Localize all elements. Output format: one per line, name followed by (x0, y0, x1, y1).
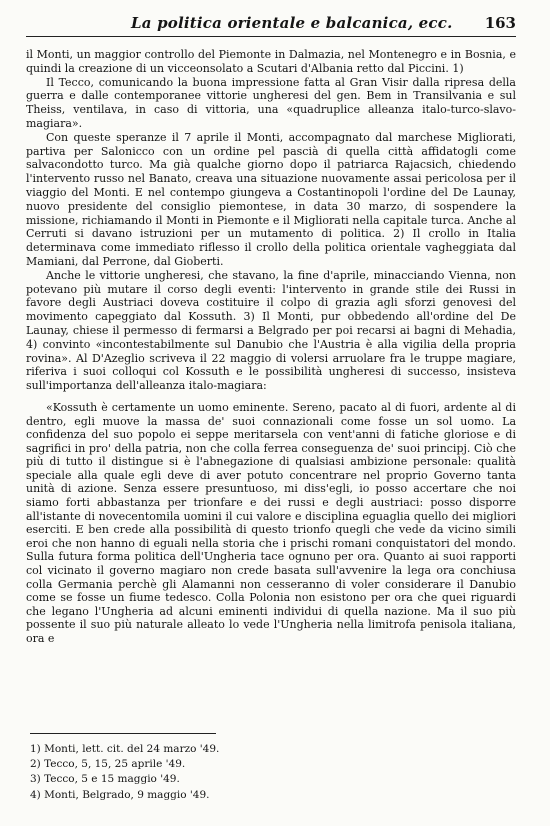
paragraph: Anche le vittorie ungheresi, che stavano, la fine d'aprile, minacciando Vienna, non potevano più mutare il corso degli eventi: l'intervento in grande stile dei Russi in favore degli Austriaci doveva costituire il colpo di grazia agli sforzi genovesi del movimento capeggiato dal Kossuth. 3) Il Monti, pur obbedendo all'ordine del De Launay, chiese il permesso di fermarsi a Belgrado per poi recarsi ai bagni di Mehadia, 4) convinto «incontestabilmente sul Danubio che l'Austria è alla vigilia della propria rovina». Al D'Azeglio scriveva il 22 maggio di volersi arruolare fra le truppe magiare, riferiva i suoi colloqui col Kossuth e le possibilità ungheresi di successo, insisteva sull'importanza dell'alleanza italo-magiara: (26, 268, 516, 393)
quote-text: «Kossuth è certamente un uomo eminente. Sereno, pacato al di fuori, ardente al di dentro, egli muove la massa de' suoi connazionali come fosse un sol uomo. La confidenza del suo popolo ei seppe meritarsela con vent'anni di fatiche gloriose e di sagrifici in pro' della patria, non che colla ferrea conseguenza de' suoi principj. Ciò che più di tutto il distingue si è l'abnegazione di qualsiasi ambizione personale: qualità speciale alla quale egli deve di aver potuto concentrare nel proprio Governo tanta unità di azione. Senza essere presuntuoso, mi diss'egli, io posso accertare che noi siamo forti abbastanza per trionfare e dei russi e degli austriaci: posso disporre all'istante di novecentomila uomini il cui valore e disciplina eguaglia quello dei migliori eserciti. E ben crede alla possibilità di questo trionfo quegli che vede da vicino simili eroi che non hanno di eguali nella storia che i prischi romani conquistatori del mondo. Sulla futura forma politica dell'Ungheria tace ognuno per ora. Quanto ai suoi rapporti col vicinato il governo magiaro non crede basata sull'avvenire la lega ora conchiusa colla Germania perchè gli Alamanni non cesseranno di voler considerare il Danubio come se fosse un fiume tedesco. Colla Polonia non esistono per ora che quei riguardi che legano l'Ungheria ad alcuni eminenti individui di quella nazione. Ma il suo più possente il suo più naturale alleato lo vede l'Ungheria nella limitrofa penisola italiana, ora e (26, 400, 516, 646)
page-header (26, 10, 516, 34)
header-rule (26, 36, 516, 37)
body-text (26, 48, 516, 393)
page-number: 163 (484, 14, 516, 32)
footnote-rule (30, 733, 216, 734)
footnote: 3) Tecco, 5 e 15 maggio '49. (30, 773, 180, 786)
footnote: 1) Monti, lett. cit. del 24 marzo '49. (30, 743, 220, 755)
running-title: La politica orientale e balcanica, ecc. (131, 14, 453, 32)
paragraph: Il Tecco, comunicando la buona impressione fatta al Gran Visir dalla ripresa della guerra e dalle contemporanee vittorie ungheresi del gen. Bem in Transilvania e sul Theiss, ventilava, in caso di vittoria, una «quadruplice alleanza italo-turco-slavo-magiara». (26, 75, 516, 130)
paragraph: Con queste speranze il 7 aprile il Monti, accompagnato dal marchese Migliorati, partiva per Salonicco con un ordine pel pascià di quella città affidatogli come salvacondotto turco. Ma già qualche giorno dopo il patriarca Rajacsich, chiedendo l'intervento russo nel Banato, creava una situazione nuovamente assai pericolosa per il viaggio del Monti. E nel contempo giungeva a Costantinopoli l'ordine del De Launay, nuovo presidente del consiglio piemontese, in data 30 marzo, di sospendere la missione, richiamando il Monti in Piemonte e il Migliorati nella capitale turca. Anche al Cerruti si davano istruzioni per un mutamento di politica. 2) Il crollo in Italia determinava come immediato riflesso il crollo della politica orientale vagheggiata dal Mamiani, dal Perrone, dal Gioberti. (26, 130, 516, 268)
footnote: 4) Monti, Belgrado, 9 maggio '49. (30, 788, 210, 801)
footnote: 2) Tecco, 5, 15, 25 aprile '49. (30, 758, 186, 771)
footnotes (30, 742, 219, 803)
block-quote (26, 401, 516, 646)
paragraph: il Monti, un maggior controllo del Piemonte in Dalmazia, nel Montenegro e in Bosnia, e quindi la creazione di un vicceonsolato a Scutari d'Albania retto dal Piccini. 1) (26, 48, 516, 75)
